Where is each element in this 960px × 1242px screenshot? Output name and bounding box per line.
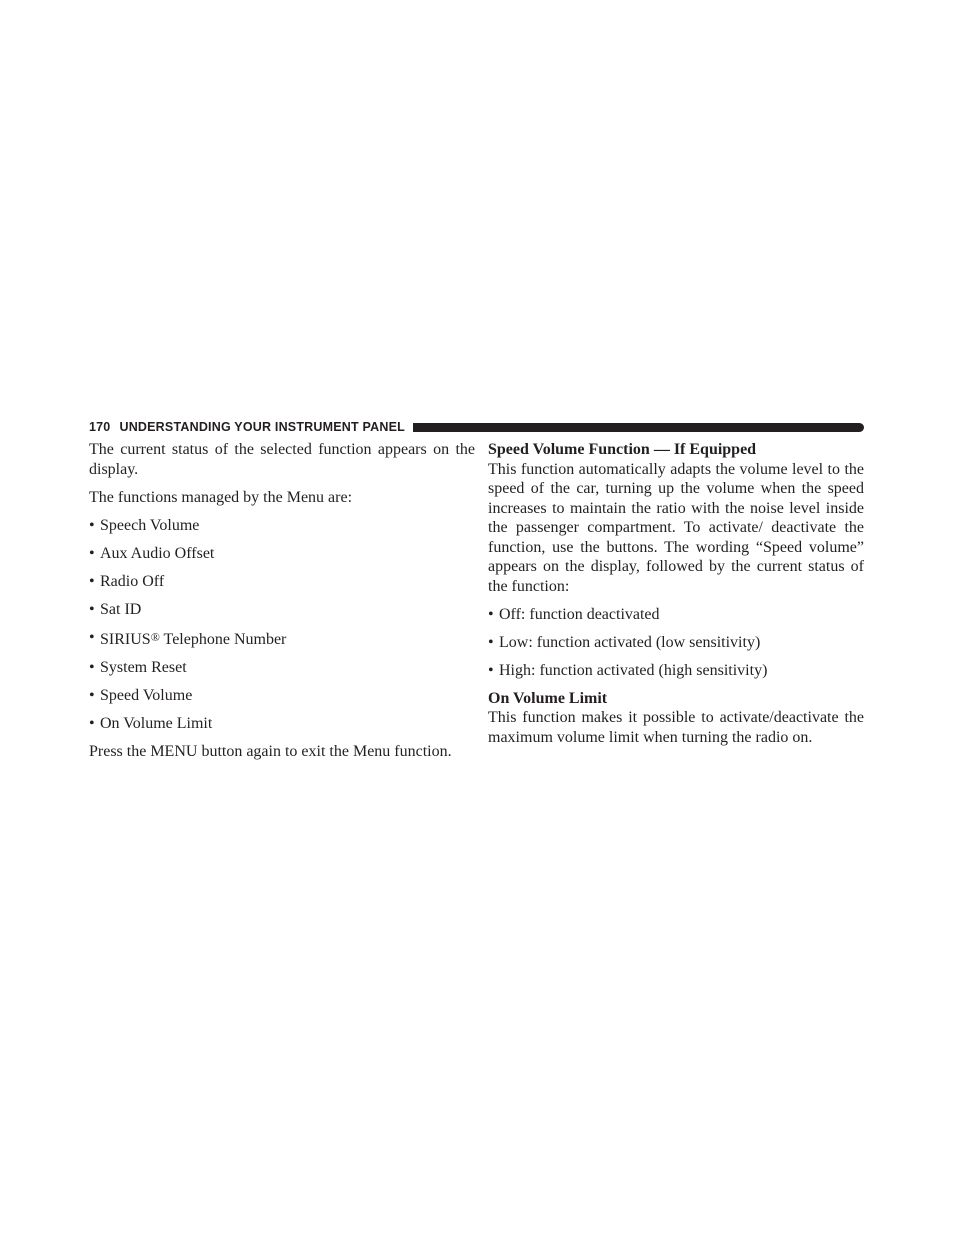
list-item: • High: function activated (high sensitivity) — [488, 661, 864, 681]
menu-function-list — [89, 516, 475, 734]
section-title: UNDERSTANDING YOUR INSTRUMENT PANEL — [119, 420, 405, 434]
page-number: 170 — [89, 420, 111, 434]
left-column — [89, 440, 475, 761]
sirius-label: SIRIUS — [100, 630, 151, 648]
list-item: • Low: function activated (low sensitivity) — [488, 633, 864, 653]
sirius-suffix: Telephone Number — [163, 630, 287, 648]
list-item: • Aux Audio Offset — [89, 544, 475, 564]
speed-volume-paragraph: This function automatically adapts the volume level to the speed of the car, turning up the volume when the speed increases to maintain the ratio with the noise level inside the passenger compartment. To activate/ deactivate the function, use the buttons. The wording “Speed volume” appears on the display, followed by the current status of the function: — [488, 460, 864, 595]
list-item: • Radio Off — [89, 572, 475, 592]
speed-volume-options — [488, 605, 864, 681]
list-item: • Speed Volume — [89, 686, 475, 706]
right-column — [488, 440, 864, 747]
list-item-sirius — [89, 628, 475, 650]
speed-volume-heading: Speed Volume Function — If Equipped — [488, 441, 757, 458]
list-item: • On Volume Limit — [89, 714, 475, 734]
intro-paragraph: The current status of the selected function appears on the display. — [89, 441, 475, 478]
registered-mark: ® — [150, 629, 160, 644]
exit-paragraph: Press the MENU button again to exit the Menu function. — [89, 742, 452, 760]
list-item: • Sat ID — [89, 600, 475, 620]
on-volume-limit-heading: On Volume Limit — [488, 689, 608, 707]
header-rule-bar — [413, 423, 864, 432]
list-item: • Off: function deactivated — [488, 605, 864, 625]
on-volume-limit-paragraph: This function makes it possible to activate/deactivate the maximum volume limit when turning the radio on. — [488, 709, 864, 746]
list-intro: The functions managed by the Menu are: — [89, 488, 353, 506]
list-item: • Speech Volume — [89, 516, 475, 536]
page-header — [89, 418, 864, 436]
list-item: • System Reset — [89, 658, 475, 678]
